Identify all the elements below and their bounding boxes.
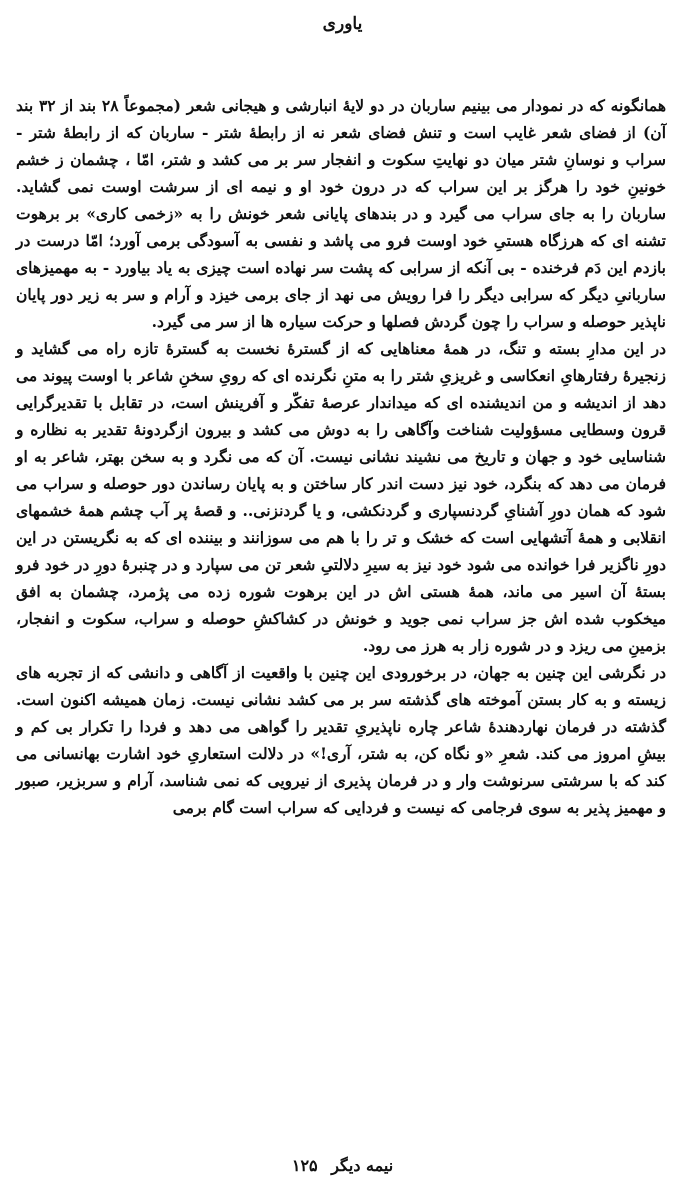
body-text <box>16 92 666 821</box>
paragraph: در این مدارِ بسته و تنگ، در همهٔ معناهایی که از گسترهٔ نخست به گسترهٔ تازه راه می گشاید و زنجیرهٔ رفتارهایِ انعکاسی و غریزیِ شتر را به متنِ نگرنده ای که رویِ سخنِ شاعر با اوست پیوند می دهد از اندیشه و من اندیشنده ای که میداندار عرصهٔ تفکّر و آفرینش است، در تقابل با تقدیرگرایی قرون وسطایی مسؤولیت شناخت وآگاهی را به دوش می کشد و بیرون ازگردونهٔ تقدیر به نظاره و شناسایی خود و جهان و تاریخ می نشیند نشانی نیست. آن که می نگرد و به سخن بهتر، شاعر به او فرمان می دهد که بنگرد، خود نیز دست اندر کار ساختن و به پایان رساندن دور حوصله و سراب می شود که همان دورِ آشنایِ گردنسپاری و گردنکشی، و یا گردنزنی.. و قصهٔ پر آب چشم همهٔ خشمهای انقلابی و همهٔ آتشهایی است که خشک و تر را با هم می سوزانند و بیننده ای که به نگریستن در این دورِ ناگزیر فرا خوانده می شود خود نیز به سیرِ دلالتیِ شعر تن می سپارد و در چنبرهٔ دورِ در خود فرو بستهٔ آن اسیر می ماند، همهٔ هستی اش در این برهوت شوره زده می پژمرد، چشمان به افق میخکوب شده اش جز سراب نمی جوید و خونش در کشاکشِ حوصله و سراب، سکوت و انفجار، بزمینِ می ریزد و در شوره زار به هرز می رود. <box>16 339 666 655</box>
running-head-title: یاوری <box>322 14 363 34</box>
footer-section-title: نیمه دیگر <box>331 1156 394 1175</box>
page-number: ۱۲۵ <box>291 1156 318 1175</box>
paragraph: همانگونه که در نمودار می بینیم ساربان در دو لایهٔ انبارشی و هیجانی شعر (مجموعاً ۲۸ بند از ۳۲ بند آن) از فضای شعر غایب است و تنش فضای شعر نه از رابطهٔ شتر - ساربان که از رابطهٔ شتر - سراب و نوسانِ شتر میان دو نهایتِ سکوت و انفجار سر بر می کشد و شتر، امّا ، چشمان ز خشم خونینِ خود را هرگز بر این سراب که در درون خود او و نیمه ای از سرشت اوست نمی گشاید. ساربان را به جای سراب می گیرد و در بندهای پایانی شعر خونش را به «زخمی کاری» بر برهوت تشنه ای که هرزگاه هستیِ خود اوست فرو می پاشد و نفسی به آسودگی برمی آورد؛ امّا درست در بازدم این دَم فرخنده - بی آنکه از سرابی که پشت سر نهاده است چیزی به یاد بیاورد - به مهمیزهای ساربانیِ دیگر که سرابی دیگر را فرا رویش می نهد از جای برمی خیزد و آرام و سر به زیر دور پایان ناپذیر حوصله و سراب را چون گردش فصلها و حرکت سیاره ها از سر می گیرد. <box>16 96 667 331</box>
paragraph: در نگرشی این چنین به جهان، در برخورودی این چنین با واقعیت از آگاهی و دانشی که از تجربه های زیسته و به کار بستن آموخته های گذشته سر بر می کشد نشانی نیست. زمان همیشه اکنون است. گذشته در فرمان نهاردهندهٔ شاعر چاره ناپذیریِ تقدیر را گواهی می دهد و فردا را تکرار بی کم و بیشِ امروز می کند. شعرِ «و نگاه کن، به شتر، آری!» در دلالت استعاریِ خود اشارت بهانسانی می کند که با سرشتی سرنوشت وار و در فرمان پذیری از نیرویی که نمی شناسد، آرام و سربزیر، صبور و مهمیز پذیر به سوی فرجامی که نیست و فردایی که سراب است گام برمی <box>16 663 666 817</box>
page-footer <box>0 1156 685 1175</box>
